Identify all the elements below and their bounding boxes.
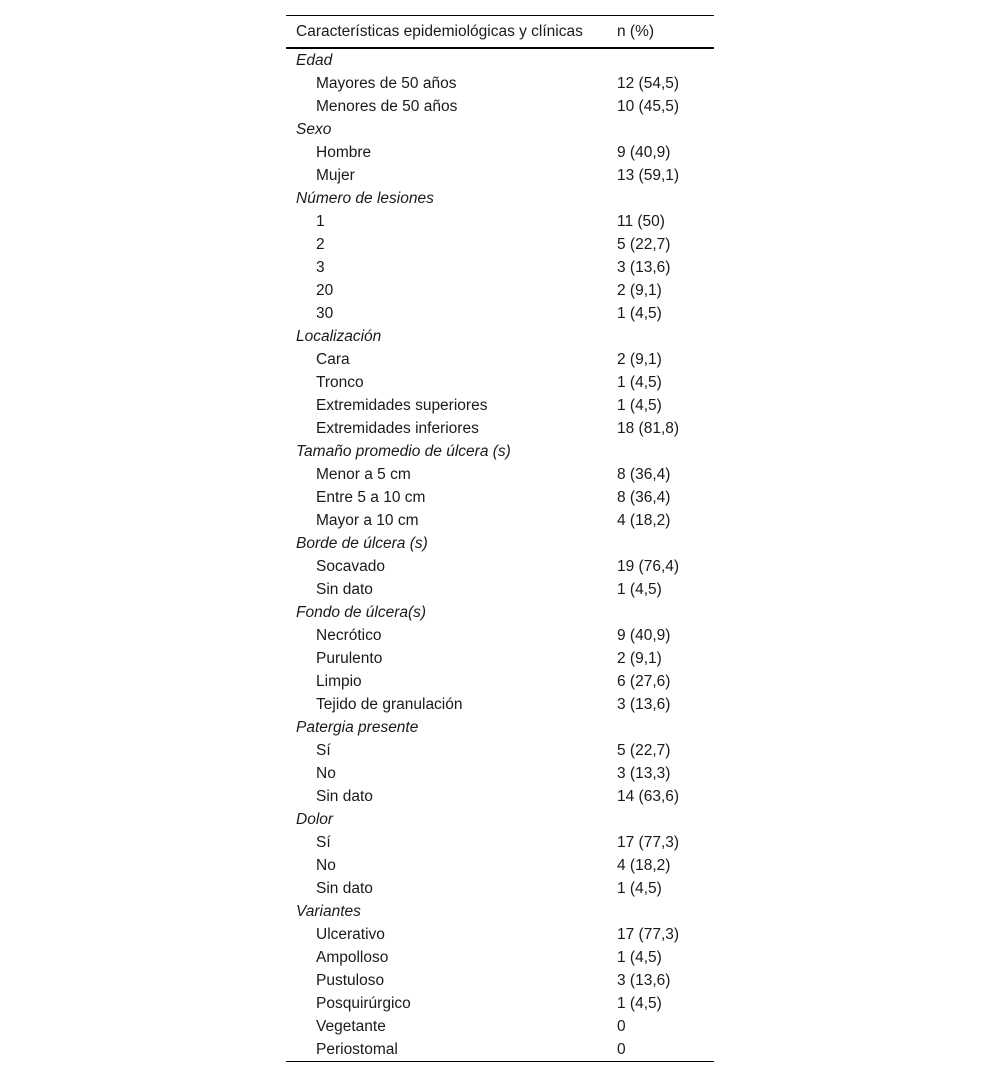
row-label: Sí — [316, 741, 331, 759]
row-label: Sin dato — [316, 879, 373, 897]
row-label: Periostomal — [286, 1038, 617, 1062]
epidemiological-clinical-table — [286, 15, 714, 1062]
table-row — [286, 348, 714, 371]
row-value: 1 (4,5) — [617, 948, 662, 966]
row-value: 3 (13,6) — [617, 258, 671, 276]
table-row — [286, 877, 714, 900]
table-row — [286, 670, 714, 693]
row-label: 20 — [316, 281, 334, 299]
category-value-empty — [617, 325, 714, 348]
row-value: 3 (13,3) — [617, 764, 671, 782]
category-label: Sexo — [296, 120, 332, 138]
table-row — [286, 394, 714, 417]
row-value: 1 (4,5) — [617, 304, 662, 322]
row-label: Entre 5 a 10 cm — [316, 488, 426, 506]
row-label: Socavado — [316, 557, 385, 575]
row-label: Mayor a 10 cm — [316, 511, 419, 529]
category-row-edad — [286, 48, 714, 72]
row-label: Limpio — [316, 672, 362, 690]
category-label: Edad — [296, 51, 333, 69]
category-value-empty — [617, 48, 714, 72]
table-row — [286, 371, 714, 394]
row-value: 13 (59,1) — [617, 166, 680, 184]
row-label: 2 — [316, 235, 325, 253]
category-value-empty — [617, 808, 714, 831]
row-label: Pustuloso — [316, 971, 385, 989]
category-value-empty — [617, 118, 714, 141]
table-row — [286, 647, 714, 670]
row-label: Hombre — [316, 143, 372, 161]
row-label: Tronco — [316, 373, 364, 391]
table-row — [286, 72, 714, 95]
row-label: Sin dato — [316, 580, 373, 598]
table-row — [286, 509, 714, 532]
table-header-row — [286, 16, 714, 49]
category-value-empty — [617, 532, 714, 555]
category-row-borde-de-ulcera-s — [286, 532, 714, 555]
row-value: 1 (4,5) — [617, 994, 662, 1012]
table-row — [286, 624, 714, 647]
row-value: 17 (77,3) — [617, 925, 680, 943]
row-label: No — [316, 764, 336, 782]
row-value: 3 (13,6) — [617, 695, 671, 713]
row-value: 9 (40,9) — [617, 626, 671, 644]
row-label: Ulcerativo — [316, 925, 385, 943]
category-row-localizacion — [286, 325, 714, 348]
row-label: Vegetante — [316, 1017, 386, 1035]
table-row — [286, 1015, 714, 1038]
row-value: 2 (9,1) — [617, 649, 662, 667]
row-value: 5 (22,7) — [617, 235, 671, 253]
table-row — [286, 486, 714, 509]
row-value: 5 (22,7) — [617, 741, 671, 759]
table-row — [286, 233, 714, 256]
row-value: 0 — [617, 1017, 626, 1035]
category-value-empty — [617, 187, 714, 210]
table-row — [286, 854, 714, 877]
table-row — [286, 302, 714, 325]
table-row — [286, 969, 714, 992]
data-table-container — [286, 15, 714, 1062]
table-row — [286, 164, 714, 187]
row-label: 1 — [316, 212, 325, 230]
header-characteristics: Características epidemiológicas y clínicas — [296, 22, 583, 40]
table-row — [286, 463, 714, 486]
row-value: 4 (18,2) — [617, 511, 671, 529]
row-label: Mayores de 50 años — [316, 74, 457, 92]
row-label: Mujer — [316, 166, 355, 184]
category-label: Localización — [296, 327, 382, 345]
category-label: Borde de úlcera (s) — [296, 534, 428, 552]
table-row — [286, 95, 714, 118]
table-row — [286, 739, 714, 762]
table-row — [286, 141, 714, 164]
table-row — [286, 693, 714, 716]
table-row — [286, 923, 714, 946]
table-row — [286, 992, 714, 1015]
row-label: Sin dato — [316, 787, 373, 805]
table-row — [286, 555, 714, 578]
category-row-patergia-presente — [286, 716, 714, 739]
row-label: Cara — [316, 350, 350, 368]
table-row — [286, 578, 714, 601]
category-row-fondo-de-ulcera-s — [286, 601, 714, 624]
row-value: 3 (13,6) — [617, 971, 671, 989]
table-row — [286, 1038, 714, 1062]
table-row — [286, 762, 714, 785]
row-value: 9 (40,9) — [617, 143, 671, 161]
row-label: Ampolloso — [316, 948, 389, 966]
table-row — [286, 210, 714, 233]
category-value-empty — [617, 601, 714, 624]
row-label: Menor a 5 cm — [316, 465, 411, 483]
row-label: Purulento — [316, 649, 383, 667]
row-value: 10 (45,5) — [617, 97, 680, 115]
row-label: Extremidades inferiores — [316, 419, 479, 437]
category-label: Número de lesiones — [296, 189, 434, 207]
row-value: 17 (77,3) — [617, 833, 680, 851]
row-value: 2 (9,1) — [617, 350, 662, 368]
category-label: Variantes — [296, 902, 361, 920]
table-row — [286, 946, 714, 969]
category-row-sexo — [286, 118, 714, 141]
category-label: Tamaño promedio de úlcera (s) — [296, 442, 511, 460]
row-value: 11 (50) — [617, 212, 665, 230]
row-label: Sí — [316, 833, 331, 851]
category-label: Dolor — [296, 810, 334, 828]
category-value-empty — [617, 900, 714, 923]
category-row-tamano-promedio-de-ulcera-s — [286, 440, 714, 463]
row-value: 6 (27,6) — [617, 672, 671, 690]
row-value: 18 (81,8) — [617, 419, 680, 437]
row-label: Necrótico — [316, 626, 382, 644]
row-value: 2 (9,1) — [617, 281, 662, 299]
row-value: 12 (54,5) — [617, 74, 680, 92]
table-row — [286, 785, 714, 808]
row-value: 4 (18,2) — [617, 856, 671, 874]
row-value: 19 (76,4) — [617, 557, 680, 575]
row-label: Tejido de granulación — [316, 695, 463, 713]
category-value-empty — [617, 716, 714, 739]
row-label: Extremidades superiores — [316, 396, 488, 414]
row-value: 14 (63,6) — [617, 787, 680, 805]
table-row — [286, 279, 714, 302]
row-label: Menores de 50 años — [316, 97, 458, 115]
row-value: 8 (36,4) — [617, 488, 671, 506]
row-label: 30 — [316, 304, 334, 322]
row-value: 1 (4,5) — [617, 396, 662, 414]
row-value: 1 (4,5) — [617, 580, 662, 598]
category-row-numero-de-lesiones — [286, 187, 714, 210]
row-label: Posquirúrgico — [316, 994, 411, 1012]
category-label: Patergia presente — [296, 718, 419, 736]
category-row-dolor — [286, 808, 714, 831]
header-n-percent: n (%) — [617, 22, 655, 40]
table-row — [286, 256, 714, 279]
table-body — [286, 48, 714, 1062]
row-label: No — [316, 856, 336, 874]
row-value: 0 — [617, 1038, 714, 1062]
category-row-variantes — [286, 900, 714, 923]
row-label: 3 — [316, 258, 325, 276]
category-label: Fondo de úlcera(s) — [296, 603, 427, 621]
table-row — [286, 831, 714, 854]
category-value-empty — [617, 440, 714, 463]
row-value: 1 (4,5) — [617, 879, 662, 897]
table-row — [286, 417, 714, 440]
row-value: 8 (36,4) — [617, 465, 671, 483]
row-value: 1 (4,5) — [617, 373, 662, 391]
